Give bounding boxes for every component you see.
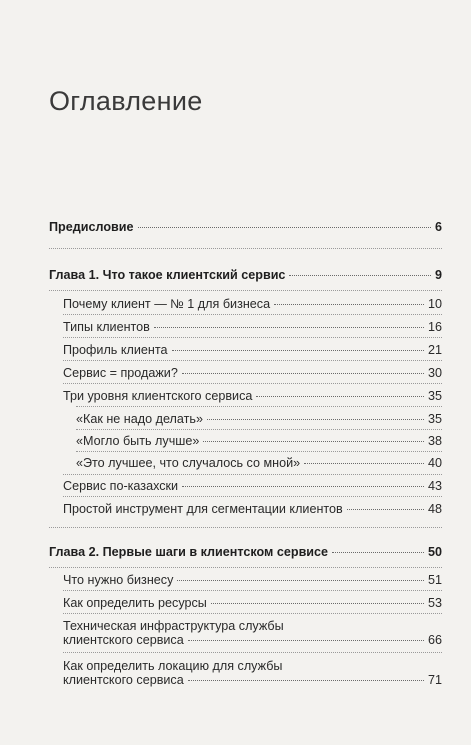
dot-leader [177, 580, 424, 581]
page-title: Оглавление [49, 86, 203, 116]
toc-page-number: 50 [427, 545, 442, 559]
toc-entry-title: Типы клиентов [63, 320, 150, 334]
toc-page-number: 6 [434, 220, 442, 234]
toc-entry[interactable] [76, 412, 442, 426]
divider [63, 652, 442, 653]
dot-leader [154, 327, 424, 328]
toc-page-number: 48 [427, 502, 442, 516]
toc-page-number: 66 [427, 633, 442, 647]
toc-page-number: 43 [427, 479, 442, 493]
divider [49, 527, 442, 528]
toc-entry-title: клиентского сервиса [63, 633, 184, 647]
toc-entry-title-line1: Как определить локацию для службы [63, 659, 283, 673]
toc-page-number: 21 [427, 343, 442, 357]
dot-leader [188, 680, 424, 681]
toc-page-number: 30 [427, 366, 442, 380]
toc-entry[interactable] [63, 633, 442, 647]
divider [76, 429, 442, 430]
divider [63, 383, 442, 384]
toc-entry[interactable] [63, 297, 442, 311]
toc-entry-title: Глава 2. Первые шаги в клиентском сервисе [49, 545, 329, 559]
toc-page-number: 10 [427, 297, 442, 311]
dot-leader [207, 419, 424, 420]
toc-entry[interactable] [63, 502, 442, 516]
toc-entry-title: Сервис по-казахски [63, 479, 179, 493]
toc-entry-title: Что нужно бизнесу [63, 573, 174, 587]
toc-entry-title: Сервис = продажи? [63, 366, 178, 380]
divider [76, 406, 442, 407]
toc-entry-title-line1: Техническая инфраструктура службы [63, 619, 284, 633]
toc-entry-title: Предисловие [49, 220, 134, 234]
toc-entry[interactable] [63, 366, 442, 380]
toc-entry-title: Почему клиент — № 1 для бизнеса [63, 297, 271, 311]
divider [63, 613, 442, 614]
dot-leader [256, 396, 424, 397]
toc-page-number: 71 [427, 673, 442, 687]
toc-page-number: 38 [427, 434, 442, 448]
toc-entry-title: «Могло быть лучше» [76, 434, 200, 448]
toc-page-number: 35 [427, 412, 442, 426]
dot-leader [211, 603, 424, 604]
toc-entry-chapter-2[interactable] [49, 545, 442, 559]
divider [63, 337, 442, 338]
toc-entry-title: Простой инструмент для сегментации клиентов [63, 502, 343, 516]
toc-page-number: 40 [427, 456, 442, 470]
dot-leader [289, 275, 431, 276]
dot-leader [304, 463, 424, 464]
toc-entry[interactable] [63, 320, 442, 334]
divider [63, 314, 442, 315]
toc-entry-title: «Это лучшее, что случалось со мной» [76, 456, 301, 470]
divider [49, 248, 442, 249]
divider [63, 590, 442, 591]
divider [49, 290, 442, 291]
dot-leader [172, 350, 424, 351]
toc-entry[interactable] [63, 389, 442, 403]
toc-entry-title: Глава 1. Что такое клиентский сервис [49, 268, 286, 282]
toc-entry[interactable] [63, 573, 442, 587]
toc-entry-title: Три уровня клиентского сервиса [63, 389, 253, 403]
divider [49, 567, 442, 568]
toc-page-number: 53 [427, 596, 442, 610]
dot-leader [332, 552, 424, 553]
toc-page-number: 16 [427, 320, 442, 334]
toc-entry-chapter-1[interactable] [49, 268, 442, 282]
dot-leader [138, 227, 431, 228]
dot-leader [347, 509, 424, 510]
dot-leader [188, 640, 424, 641]
toc-page-number: 9 [434, 268, 442, 282]
toc-entry[interactable] [63, 673, 442, 687]
toc-entry-title: «Как не надо делать» [76, 412, 203, 426]
dot-leader [182, 373, 424, 374]
toc-entry[interactable] [63, 343, 442, 357]
dot-leader [182, 486, 424, 487]
toc-entry[interactable] [63, 596, 442, 610]
divider [76, 451, 442, 452]
divider [63, 496, 442, 497]
toc-entry[interactable] [63, 479, 442, 493]
toc-entry[interactable] [76, 434, 442, 448]
toc-entry-title: клиентского сервиса [63, 673, 184, 687]
dot-leader [274, 304, 424, 305]
toc-entry-preface[interactable] [49, 220, 442, 234]
toc-page-number: 51 [427, 573, 442, 587]
toc-entry-title: Как определить ресурсы [63, 596, 207, 610]
toc-entry[interactable] [76, 456, 442, 470]
divider [63, 360, 442, 361]
toc-entry-title: Профиль клиента [63, 343, 168, 357]
dot-leader [203, 441, 424, 442]
divider [63, 474, 442, 475]
toc-page-number: 35 [427, 389, 442, 403]
